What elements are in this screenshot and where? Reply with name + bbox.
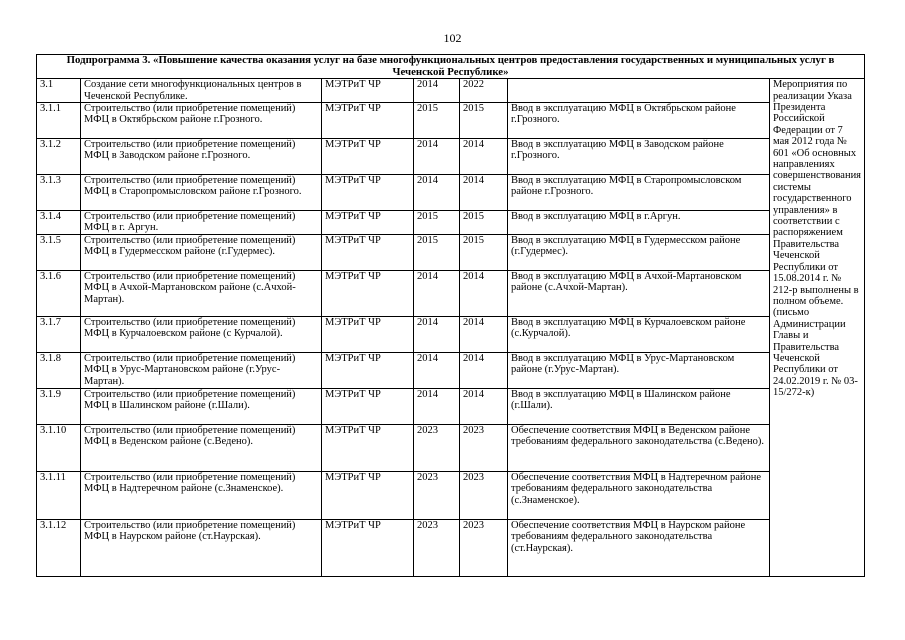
row-end-year: 2022 xyxy=(460,79,508,103)
row-start-year: 2023 xyxy=(414,471,460,519)
table-row xyxy=(37,471,865,519)
row-end-year: 2015 xyxy=(460,211,508,235)
row-start-year: 2014 xyxy=(414,270,460,316)
row-expected-result: Ввод в эксплуатацию МФЦ в Урус-Мартановском районе (г.Урус-Мартан). xyxy=(508,352,770,388)
row-expected-result: Обеспечение соответствия МФЦ в Надтеречном районе требованиям федерального законодательства (с.Знаменское). xyxy=(508,471,770,519)
row-responsible: МЭТРиТ ЧР xyxy=(322,352,414,388)
row-activity-name: Строительство (или приобретение помещений) МФЦ в Урус-Мартановском районе (г.Урус-Мартан). xyxy=(81,352,322,388)
table-body xyxy=(37,55,865,577)
row-end-year: 2014 xyxy=(460,388,508,424)
row-expected-result: Ввод в эксплуатацию МФЦ в Старопромысловском районе г.Грозного. xyxy=(508,175,770,211)
row-activity-name: Создание сети многофункциональных центров в Чеченской Республике. xyxy=(81,79,322,103)
row-start-year: 2015 xyxy=(414,234,460,270)
implementation-note: Мероприятия по реализации Указа Президента Российской Федерации от 7 мая 2012 года № 601 «Об основных направлениях совершенствования системы государственного управления» в соответствии с распоряжением Правительства Чеченской Республики от 15.08.2014 г. № 212-р выполнены в полном объеме. (письмо Администрации Главы и Правительства Чеченской Республики от 24.02.2019 г. № 03-15/272-к) xyxy=(770,79,865,577)
row-activity-name: Строительство (или приобретение помещений) МФЦ в г. Аргун. xyxy=(81,211,322,235)
row-responsible: МЭТРиТ ЧР xyxy=(322,471,414,519)
row-expected-result: Ввод в эксплуатацию МФЦ в Шалинском районе (г.Шали). xyxy=(508,388,770,424)
row-number: 3.1.2 xyxy=(37,139,81,175)
table-row xyxy=(37,316,865,352)
row-start-year: 2014 xyxy=(414,175,460,211)
row-number: 3.1.7 xyxy=(37,316,81,352)
table-row xyxy=(37,79,865,103)
row-activity-name: Строительство (или приобретение помещений) МФЦ в Шалинском районе (г.Шали). xyxy=(81,388,322,424)
row-responsible: МЭТРиТ ЧР xyxy=(322,103,414,139)
row-start-year: 2015 xyxy=(414,211,460,235)
row-number: 3.1.8 xyxy=(37,352,81,388)
row-expected-result: Ввод в эксплуатацию МФЦ в Октябрьском районе г.Грозного. xyxy=(508,103,770,139)
table-row xyxy=(37,175,865,211)
row-number: 3.1.5 xyxy=(37,234,81,270)
row-responsible: МЭТРиТ ЧР xyxy=(322,388,414,424)
row-activity-name: Строительство (или приобретение помещений) МФЦ в Курчалоевском районе (с Курчалой). xyxy=(81,316,322,352)
row-expected-result xyxy=(508,79,770,103)
row-end-year: 2023 xyxy=(460,519,508,576)
row-start-year: 2014 xyxy=(414,139,460,175)
subprogram-table xyxy=(36,54,865,577)
table-row xyxy=(37,103,865,139)
row-activity-name: Строительство (или приобретение помещений) МФЦ в Веденском районе (с.Ведено). xyxy=(81,424,322,471)
subprogram-title: Подпрограмма 3. «Повышение качества оказания услуг на базе многофункциональных центров предоставления государственных и муниципальных услуг в Чеченской Республике» xyxy=(37,55,865,79)
row-expected-result: Ввод в эксплуатацию МФЦ в Заводском районе г.Грозного. xyxy=(508,139,770,175)
row-activity-name: Строительство (или приобретение помещений) МФЦ в Ачхой-Мартановском районе (с.Ачхой-Мартан). xyxy=(81,270,322,316)
row-responsible: МЭТРиТ ЧР xyxy=(322,139,414,175)
row-activity-name: Строительство (или приобретение помещений) МФЦ в Старопромысловском районе г.Грозного. xyxy=(81,175,322,211)
row-number: 3.1.3 xyxy=(37,175,81,211)
row-expected-result: Ввод в эксплуатацию МФЦ в г.Аргун. xyxy=(508,211,770,235)
page-number: 102 xyxy=(443,31,462,45)
table-row xyxy=(37,270,865,316)
row-start-year: 2023 xyxy=(414,424,460,471)
row-responsible: МЭТРиТ ЧР xyxy=(322,316,414,352)
row-responsible: МЭТРиТ ЧР xyxy=(322,270,414,316)
table-row xyxy=(37,211,865,235)
row-start-year: 2015 xyxy=(414,103,460,139)
row-expected-result: Обеспечение соответствия МФЦ в Наурском районе требованиям федерального законодательства (ст.Наурская). xyxy=(508,519,770,576)
row-end-year: 2014 xyxy=(460,316,508,352)
row-activity-name: Строительство (или приобретение помещений) МФЦ в Октябрьском районе г.Грозного. xyxy=(81,103,322,139)
row-responsible: МЭТРиТ ЧР xyxy=(322,424,414,471)
row-expected-result: Ввод в эксплуатацию МФЦ в Курчалоевском районе (с.Курчалой). xyxy=(508,316,770,352)
table-row xyxy=(37,388,865,424)
row-activity-name: Строительство (или приобретение помещений) МФЦ в Надтеречном районе (с.Знаменское). xyxy=(81,471,322,519)
table-row xyxy=(37,519,865,576)
row-end-year: 2014 xyxy=(460,139,508,175)
row-activity-name: Строительство (или приобретение помещений) МФЦ в Гудермесском районе (г.Гудермес). xyxy=(81,234,322,270)
row-responsible: МЭТРиТ ЧР xyxy=(322,79,414,103)
row-end-year: 2015 xyxy=(460,103,508,139)
row-number: 3.1.10 xyxy=(37,424,81,471)
row-number: 3.1.12 xyxy=(37,519,81,576)
row-number: 3.1.1 xyxy=(37,103,81,139)
row-activity-name: Строительство (или приобретение помещений) МФЦ в Заводском районе г.Грозного. xyxy=(81,139,322,175)
row-end-year: 2023 xyxy=(460,424,508,471)
row-start-year: 2023 xyxy=(414,519,460,576)
table-row xyxy=(37,234,865,270)
row-end-year: 2014 xyxy=(460,352,508,388)
title-row xyxy=(37,55,865,79)
table-row xyxy=(37,139,865,175)
row-start-year: 2014 xyxy=(414,352,460,388)
row-end-year: 2014 xyxy=(460,270,508,316)
row-start-year: 2014 xyxy=(414,316,460,352)
row-expected-result: Ввод в эксплуатацию МФЦ в Гудермесском районе (г.Гудермес). xyxy=(508,234,770,270)
row-end-year: 2014 xyxy=(460,175,508,211)
row-end-year: 2023 xyxy=(460,471,508,519)
table-row xyxy=(37,352,865,388)
row-responsible: МЭТРиТ ЧР xyxy=(322,519,414,576)
row-number: 3.1.9 xyxy=(37,388,81,424)
row-responsible: МЭТРиТ ЧР xyxy=(322,234,414,270)
row-number: 3.1.11 xyxy=(37,471,81,519)
row-expected-result: Обеспечение соответствия МФЦ в Веденском районе требованиям федерального законодательства (с.Ведено). xyxy=(508,424,770,471)
row-responsible: МЭТРиТ ЧР xyxy=(322,175,414,211)
row-number: 3.1.6 xyxy=(37,270,81,316)
row-activity-name: Строительство (или приобретение помещений) МФЦ в Наурском районе (ст.Наурская). xyxy=(81,519,322,576)
row-start-year: 2014 xyxy=(414,79,460,103)
row-end-year: 2015 xyxy=(460,234,508,270)
row-expected-result: Ввод в эксплуатацию МФЦ в Ачхой-Мартановском районе (с.Ачхой-Мартан). xyxy=(508,270,770,316)
row-number: 3.1.4 xyxy=(37,211,81,235)
row-start-year: 2014 xyxy=(414,388,460,424)
row-number: 3.1 xyxy=(37,79,81,103)
row-responsible: МЭТРиТ ЧР xyxy=(322,211,414,235)
table-row xyxy=(37,424,865,471)
